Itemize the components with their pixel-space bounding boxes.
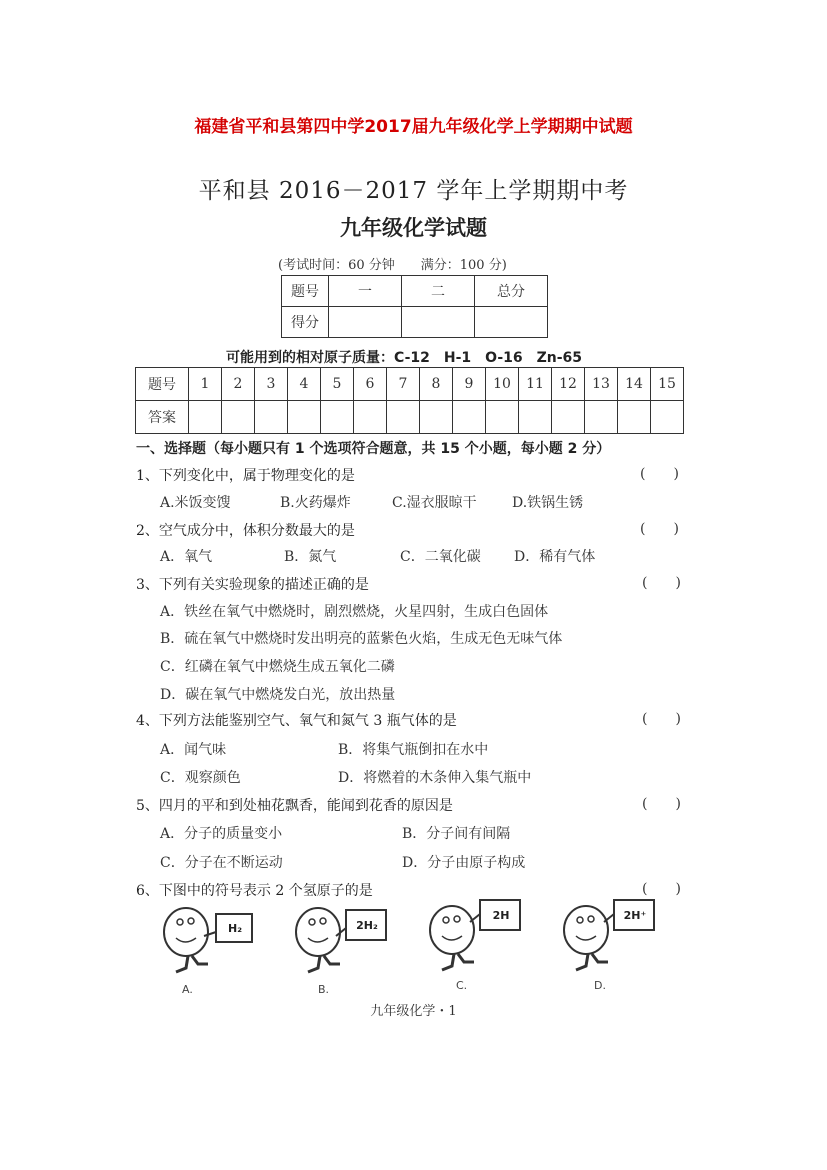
score-table: [281, 275, 548, 338]
answer-number-cell: 9: [453, 368, 486, 401]
figure-sign-text: 2H₂: [356, 919, 378, 932]
answer-number-cell: 7: [387, 368, 420, 401]
score-cell[interactable]: [402, 307, 475, 338]
answer-number-cell: 2: [222, 368, 255, 401]
answer-paren: ( ): [642, 711, 681, 727]
question-option: D.铁锅生锈: [512, 495, 584, 511]
figure-option-a: [158, 892, 268, 992]
question-option: D．分子由原子构成: [402, 855, 526, 871]
question-option: D．稀有气体: [514, 549, 596, 565]
answer-paren: ( ): [640, 466, 679, 482]
answer-number-cell: 8: [420, 368, 453, 401]
question-stem: 6、下图中的符号表示 2 个氢原子的是: [136, 883, 373, 899]
character-holding-sign-icon: [558, 892, 668, 992]
question-option: A．闻气味: [160, 742, 227, 758]
answer-paren: ( ): [642, 881, 681, 897]
exam-time-info: (考试时间：60 分钟 满分：100 分): [278, 258, 507, 273]
answer-cell[interactable]: [618, 401, 651, 434]
question-option: B.火药爆炸: [280, 495, 351, 511]
figure-label: B.: [318, 983, 330, 996]
answer-number-cell: 5: [321, 368, 354, 401]
figure-sign-text: 2H⁺: [623, 909, 647, 922]
question-option: A．分子的质量变小: [160, 826, 283, 842]
question-option: C．二氧化碳: [400, 549, 481, 565]
answer-header-label: 题号: [136, 368, 189, 401]
answer-number-cell: 10: [486, 368, 519, 401]
answer-number-cell: 15: [651, 368, 684, 401]
document-title: 福建省平和县第四中学2017届九年级化学上学期期中试题: [194, 117, 633, 137]
section-one-heading: 一、选择题（每小题只有 1 个选项符合题意，共 15 个小题，每小题 2 分）: [136, 441, 611, 457]
question-stem: 1、下列变化中，属于物理变化的是: [136, 468, 355, 484]
question-stem: 5、四月的平和到处柚花飘香，能闻到花香的原因是: [136, 798, 453, 814]
answer-cell[interactable]: [486, 401, 519, 434]
figure-sign-text: H₂: [227, 922, 243, 935]
answer-cell[interactable]: [519, 401, 552, 434]
answer-number-cell: 11: [519, 368, 552, 401]
question-stem: 3、下列有关实验现象的描述正确的是: [136, 577, 369, 593]
question-option: A．氧气: [160, 549, 213, 565]
question-option: C．红磷在氧气中燃烧生成五氧化二磷: [160, 659, 395, 675]
figure-option-b: [290, 892, 400, 992]
question-option: A．铁丝在氧气中燃烧时，剧烈燃烧，火星四射，生成白色固体: [160, 604, 549, 620]
figure-option-c: [424, 892, 534, 992]
question-option: C．分子在不断运动: [160, 855, 283, 871]
figure-sign-text: 2H: [492, 909, 510, 922]
score-header-cell: 二: [402, 276, 475, 307]
answer-cell[interactable]: [222, 401, 255, 434]
answer-number-cell: 13: [585, 368, 618, 401]
question-option: A.米饭变馊: [160, 495, 231, 511]
answer-cell[interactable]: [321, 401, 354, 434]
score-row-label: 得分: [282, 307, 329, 338]
answer-table: [135, 367, 684, 434]
score-header-cell: 题号: [282, 276, 329, 307]
score-table-header-row: [282, 276, 548, 307]
question-option: B．硫在氧气中燃烧时发出明亮的蓝紫色火焰，生成无色无味气体: [160, 631, 563, 647]
score-table-row: [282, 307, 548, 338]
answer-table-header-row: [136, 368, 684, 401]
answer-number-cell: 6: [354, 368, 387, 401]
question-option: C．观察颜色: [160, 770, 241, 786]
figure-label: A.: [182, 983, 193, 996]
answer-cell[interactable]: [585, 401, 618, 434]
answer-number-cell: 3: [255, 368, 288, 401]
question-option: B．将集气瓶倒扣在水中: [338, 742, 489, 758]
score-cell[interactable]: [475, 307, 548, 338]
question-option: D．将燃着的木条伸入集气瓶中: [338, 770, 532, 786]
exam-heading: 平和县 2016－2017 学年上学期期中考: [198, 178, 629, 204]
answer-paren: ( ): [642, 796, 681, 812]
answer-cell[interactable]: [453, 401, 486, 434]
score-cell[interactable]: [329, 307, 402, 338]
answer-row-label: 答案: [136, 401, 189, 434]
figure-label: D.: [594, 979, 606, 992]
score-header-cell: 总分: [475, 276, 548, 307]
answer-cell[interactable]: [552, 401, 585, 434]
answer-cell[interactable]: [354, 401, 387, 434]
answer-cell[interactable]: [288, 401, 321, 434]
answer-number-cell: 12: [552, 368, 585, 401]
answer-paren: ( ): [642, 575, 681, 591]
answer-cell[interactable]: [420, 401, 453, 434]
answer-number-cell: 14: [618, 368, 651, 401]
character-holding-sign-icon: [158, 892, 268, 992]
answer-cell[interactable]: [189, 401, 222, 434]
question-stem: 2、空气成分中，体积分数最大的是: [136, 523, 355, 539]
character-holding-sign-icon: [424, 892, 534, 992]
question-option: D．碳在氧气中燃烧发白光，放出热量: [160, 687, 396, 703]
question-option: B．氮气: [284, 549, 337, 565]
character-holding-sign-icon: [290, 892, 400, 992]
exam-subtitle: 九年级化学试题: [340, 215, 487, 240]
score-header-cell: 一: [329, 276, 402, 307]
atomic-masses: 可能用到的相对原子质量：C-12 H-1 O-16 Zn-65: [226, 350, 583, 366]
answer-paren: ( ): [640, 521, 679, 537]
answer-cell[interactable]: [651, 401, 684, 434]
question-option: B．分子间有间隔: [402, 826, 511, 842]
answer-number-cell: 1: [189, 368, 222, 401]
page-footer: 九年级化学・1: [370, 1004, 457, 1019]
answer-cell[interactable]: [255, 401, 288, 434]
answer-cell[interactable]: [387, 401, 420, 434]
question-option: C.湿衣服晾干: [392, 495, 477, 511]
figure-label: C.: [456, 979, 468, 992]
question-stem: 4、下列方法能鉴别空气、氧气和氮气 3 瓶气体的是: [136, 713, 457, 729]
answer-table-row: [136, 401, 684, 434]
answer-number-cell: 4: [288, 368, 321, 401]
figure-option-d: [558, 892, 668, 992]
